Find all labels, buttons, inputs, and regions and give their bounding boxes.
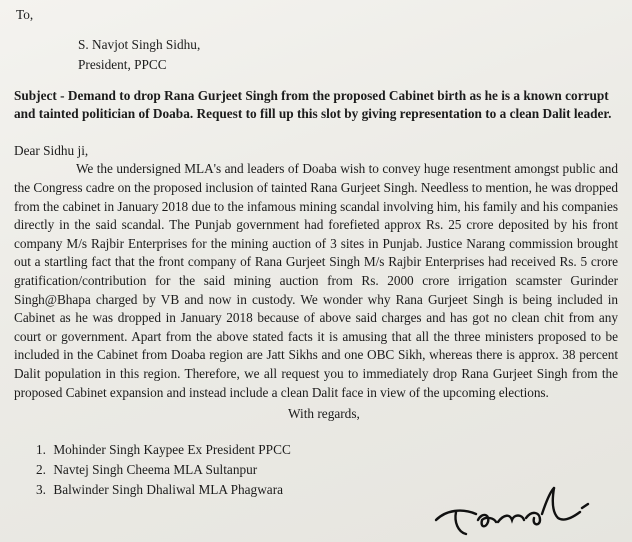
addressee-name: S. Navjot Singh Sidhu, (78, 36, 201, 52)
signatory-number: 1. (36, 441, 46, 457)
closing-regards: With regards, (288, 406, 360, 422)
addressee-block (78, 35, 618, 75)
letter-body: We the undersigned MLA's and leaders of Doaba wish to convey huge resentment amongst public and the Congress cadre on the proposed inclusion of tainted Rana Gurjeet Singh. Needless to mention, he was dropped from the cabinet in January 2018 due to the infamous mining scandal involving him, his family and his companies directly in the said scandal. The Punjab government had forefieted approx Rs. 25 crore deposited by his front company M/s Rajbir Enterprises for the mining auction of 3 sites in Punjab. Justice Narang commission brought out a startling fact that the front company of Rana Gurjeet Singh M/s Rajbir Enterprises had received Rs. 5 crore gratification/contribution for the said mining auction from Rs. 2000 crore irrigation scamster Gurinder Singh@Bhapa charged by VB and now in custody. We wonder why Rana Gurjeet Singh is being included in Cabinet as he was dropped in January 2018 because of above said charges and has got no clean chit from any court or government. Apart from the above stated facts it is amusing that all the three ministers proposed to be included in the Cabinet from Doaba region are Jatt Sikhs and one OBC Sikh, whereas there is approx. 38 percent Dalit population in this region. Therefore, we all request you to immediately drop Rana Gurjeet Singh from the proposed Cabinet expansion and instead include a clean Dalit face in view of the upcoming elections. (14, 161, 618, 400)
addressee-title: President, PPCC (78, 56, 167, 72)
subject-line: Subject - Demand to drop Rana Gurjeet Singh from the proposed Cabinet birth as he is a known corrupt and tainted politician of Doaba. Request to fill up this slot by giving representation to a clean Dalit leader. (14, 87, 612, 122)
signatory-name: Balwinder Singh Dhaliwal MLA Phagwara (53, 481, 284, 497)
signatory-number: 2. (36, 461, 46, 477)
handwritten-signature (432, 474, 622, 542)
signatory-number: 3. (36, 481, 46, 497)
signatory-item (36, 440, 618, 460)
salutation: Dear Sidhu ji, (14, 142, 89, 158)
signatory-name: Navtej Singh Cheema MLA Sultanpur (53, 461, 258, 477)
to-label: To, (16, 7, 34, 22)
signatory-name: Mohinder Singh Kaypee Ex President PPCC (53, 441, 291, 457)
